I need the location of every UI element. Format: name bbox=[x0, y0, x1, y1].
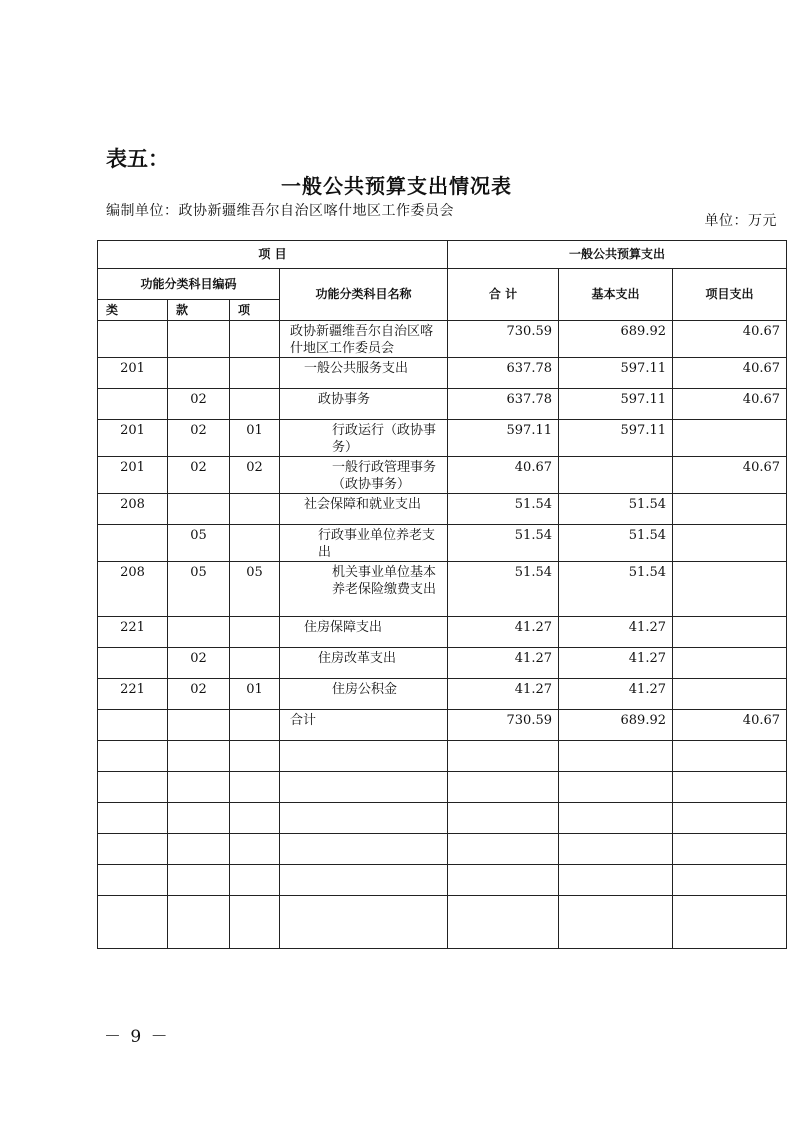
empty-row bbox=[98, 741, 787, 772]
table-row-total bbox=[98, 710, 787, 741]
cell-xiang: 01 bbox=[230, 679, 280, 710]
budget-expenditure-table bbox=[97, 240, 787, 949]
cell-name: 住房保障支出 bbox=[280, 617, 448, 648]
cell-lei: 221 bbox=[98, 617, 168, 648]
cell-lei bbox=[98, 648, 168, 679]
header-xiang: 项 bbox=[230, 300, 280, 321]
cell-lei bbox=[98, 389, 168, 420]
table-label: 表五： bbox=[106, 147, 169, 171]
empty-row bbox=[98, 772, 787, 803]
cell-kuan bbox=[168, 358, 230, 389]
cell-total: 730.59 bbox=[448, 321, 559, 358]
cell-kuan bbox=[168, 494, 230, 525]
table-row bbox=[98, 562, 787, 617]
cell-xiang bbox=[230, 617, 280, 648]
cell-name: 一般行政管理事务（政协事务） bbox=[280, 457, 448, 494]
cell-kuan bbox=[168, 710, 230, 741]
cell-lei: 221 bbox=[98, 679, 168, 710]
cell-total: 41.27 bbox=[448, 648, 559, 679]
cell-project bbox=[673, 562, 787, 617]
cell-lei bbox=[98, 710, 168, 741]
page-number: － 9 － bbox=[104, 1027, 170, 1047]
cell-lei bbox=[98, 321, 168, 358]
header-kuan: 款 bbox=[168, 300, 230, 321]
empty-row bbox=[98, 896, 787, 949]
cell-kuan bbox=[168, 321, 230, 358]
cell-total: 637.78 bbox=[448, 358, 559, 389]
cell-project: 40.67 bbox=[673, 710, 787, 741]
cell-lei bbox=[98, 525, 168, 562]
cell-kuan: 05 bbox=[168, 525, 230, 562]
cell-basic: 597.11 bbox=[559, 358, 673, 389]
table-row bbox=[98, 457, 787, 494]
cell-total: 51.54 bbox=[448, 494, 559, 525]
empty-row bbox=[98, 803, 787, 834]
cell-lei: 208 bbox=[98, 494, 168, 525]
cell-name: 社会保障和就业支出 bbox=[280, 494, 448, 525]
cell-name: 合计 bbox=[280, 710, 448, 741]
cell-basic: 41.27 bbox=[559, 648, 673, 679]
cell-total: 637.78 bbox=[448, 389, 559, 420]
cell-total: 41.27 bbox=[448, 617, 559, 648]
cell-project bbox=[673, 525, 787, 562]
compiling-unit: 编制单位：政协新疆维吾尔自治区喀什地区工作委员会 bbox=[106, 203, 454, 219]
cell-basic bbox=[559, 457, 673, 494]
empty-row bbox=[98, 865, 787, 896]
cell-kuan bbox=[168, 617, 230, 648]
currency-unit: 单位：万元 bbox=[704, 213, 777, 229]
cell-name: 行政运行（政协事务） bbox=[280, 420, 448, 457]
cell-basic: 51.54 bbox=[559, 494, 673, 525]
cell-xiang bbox=[230, 389, 280, 420]
cell-kuan: 02 bbox=[168, 389, 230, 420]
table-row bbox=[98, 525, 787, 562]
table-row bbox=[98, 321, 787, 358]
cell-name: 住房公积金 bbox=[280, 679, 448, 710]
cell-xiang: 01 bbox=[230, 420, 280, 457]
cell-basic: 597.11 bbox=[559, 389, 673, 420]
cell-project bbox=[673, 648, 787, 679]
cell-xiang bbox=[230, 525, 280, 562]
table-row bbox=[98, 420, 787, 457]
cell-kuan: 05 bbox=[168, 562, 230, 617]
cell-basic: 41.27 bbox=[559, 679, 673, 710]
cell-total: 51.54 bbox=[448, 562, 559, 617]
cell-total: 51.54 bbox=[448, 525, 559, 562]
cell-xiang bbox=[230, 358, 280, 389]
cell-project: 40.67 bbox=[673, 358, 787, 389]
table-row bbox=[98, 648, 787, 679]
cell-lei: 201 bbox=[98, 457, 168, 494]
cell-basic: 51.54 bbox=[559, 562, 673, 617]
cell-xiang bbox=[230, 710, 280, 741]
header-basic: 基本支出 bbox=[559, 269, 673, 321]
cell-name: 行政事业单位养老支出 bbox=[280, 525, 448, 562]
cell-total: 41.27 bbox=[448, 679, 559, 710]
cell-name: 政协事务 bbox=[280, 389, 448, 420]
cell-project: 40.67 bbox=[673, 321, 787, 358]
cell-project bbox=[673, 679, 787, 710]
cell-name: 政协新疆维吾尔自治区喀什地区工作委员会 bbox=[280, 321, 448, 358]
cell-xiang bbox=[230, 321, 280, 358]
table-row bbox=[98, 389, 787, 420]
cell-kuan: 02 bbox=[168, 420, 230, 457]
cell-kuan: 02 bbox=[168, 457, 230, 494]
cell-basic: 689.92 bbox=[559, 321, 673, 358]
cell-basic: 51.54 bbox=[559, 525, 673, 562]
cell-lei: 208 bbox=[98, 562, 168, 617]
document-title: 一般公共预算支出情况表 bbox=[281, 174, 512, 198]
cell-xiang: 05 bbox=[230, 562, 280, 617]
cell-total: 597.11 bbox=[448, 420, 559, 457]
header-project: 项目支出 bbox=[673, 269, 787, 321]
cell-xiang: 02 bbox=[230, 457, 280, 494]
cell-project: 40.67 bbox=[673, 457, 787, 494]
table-row bbox=[98, 358, 787, 389]
cell-name: 一般公共服务支出 bbox=[280, 358, 448, 389]
cell-lei: 201 bbox=[98, 420, 168, 457]
table-row bbox=[98, 494, 787, 525]
header-general-budget: 一般公共预算支出 bbox=[448, 241, 787, 269]
empty-row bbox=[98, 834, 787, 865]
cell-basic: 41.27 bbox=[559, 617, 673, 648]
cell-xiang bbox=[230, 648, 280, 679]
table-row bbox=[98, 679, 787, 710]
cell-project: 40.67 bbox=[673, 389, 787, 420]
cell-project bbox=[673, 617, 787, 648]
header-item: 项 目 bbox=[98, 241, 448, 269]
cell-basic: 597.11 bbox=[559, 420, 673, 457]
cell-xiang bbox=[230, 494, 280, 525]
cell-project bbox=[673, 420, 787, 457]
cell-kuan: 02 bbox=[168, 679, 230, 710]
table-row bbox=[98, 617, 787, 648]
header-function-code: 功能分类科目编码 bbox=[98, 269, 280, 300]
cell-name: 机关事业单位基本养老保险缴费支出 bbox=[280, 562, 448, 617]
cell-lei: 201 bbox=[98, 358, 168, 389]
header-total: 合 计 bbox=[448, 269, 559, 321]
cell-basic: 689.92 bbox=[559, 710, 673, 741]
header-lei: 类 bbox=[98, 300, 168, 321]
cell-kuan: 02 bbox=[168, 648, 230, 679]
cell-total: 730.59 bbox=[448, 710, 559, 741]
cell-total: 40.67 bbox=[448, 457, 559, 494]
cell-project bbox=[673, 494, 787, 525]
header-function-name: 功能分类科目名称 bbox=[280, 269, 448, 321]
cell-name: 住房改革支出 bbox=[280, 648, 448, 679]
